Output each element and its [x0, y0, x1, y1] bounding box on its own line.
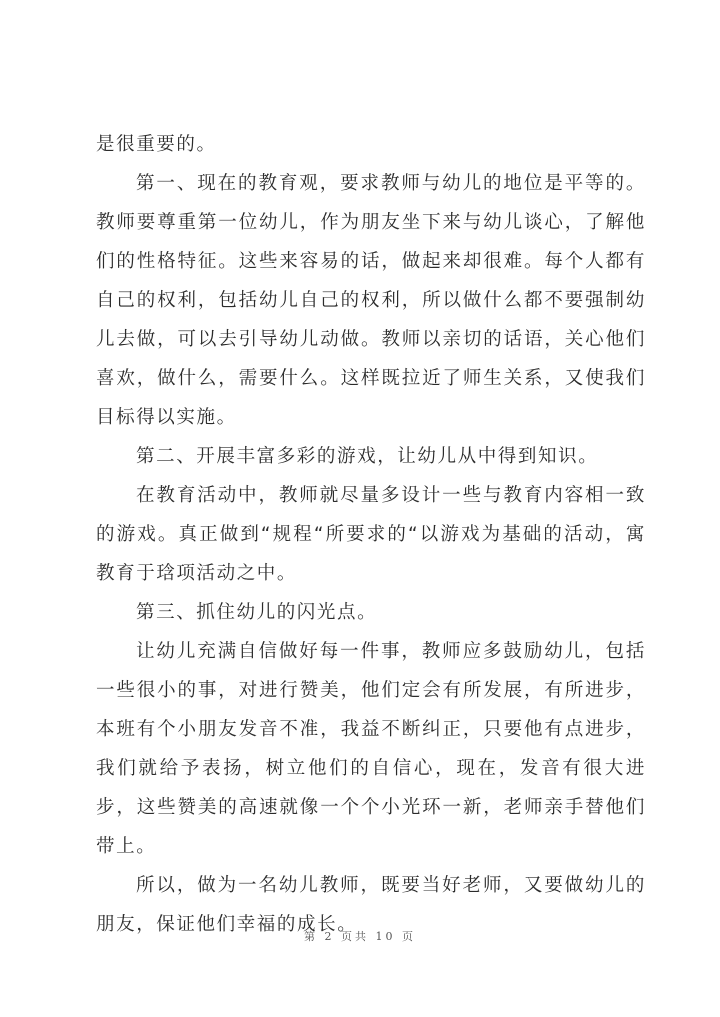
- paragraph-point-three-body: 让幼儿充满自信做好每一件事，教师应多鼓励幼儿，包括一些很小的事，对进行赞美，他们定会有所发展，有所进步，本班有个小朋友发音不准，我益不断纠正，只要他有点进步，我们就给予表扬，树立他们的自信心，现在，发音有很大进步，这些赞美的高速就像一个个小光环一新，老师亲手替他们带上。: [96, 641, 646, 857]
- paragraph-conclusion: 所以，做为一名幼儿教师，既要当好老师，又要做幼儿的朋友，保证他们幸福的成长。: [96, 875, 646, 935]
- page-footer: 第 2 页共 10 页: [304, 930, 416, 943]
- paragraph-point-two-heading: 第二、开展丰富多彩的游戏，让幼儿从中得到知识。: [136, 446, 599, 467]
- paragraph-point-three-heading: 第三、抓住幼儿的闪光点。: [136, 602, 378, 623]
- document-body: [96, 125, 646, 944]
- paragraph-continuation: 是很重要的。: [96, 134, 217, 155]
- paragraph-point-one: 第一、现在的教育观，要求教师与幼儿的地位是平等的。教师要尊重第一位幼儿，作为朋友坐下来与幼儿谈心，了解他们的性格特征。这些来容易的话，做起来却很难。每个人都有自己的权利，包括幼儿自己的权利，所以做什么都不要强制幼儿去做，可以去引导幼儿动做。教师以亲切的话语，关心他们喜欢，做什么，需要什么。这样既拉近了师生关系，又使我们目标得以实施。: [96, 173, 646, 428]
- paragraph-point-two-body: 在教育活动中，教师就尽量多设计一些与教育内容相一致的游戏。真正做到“规程“所要求的“以游戏为基础的活动，寓教育于琀项活动之中。: [96, 485, 646, 584]
